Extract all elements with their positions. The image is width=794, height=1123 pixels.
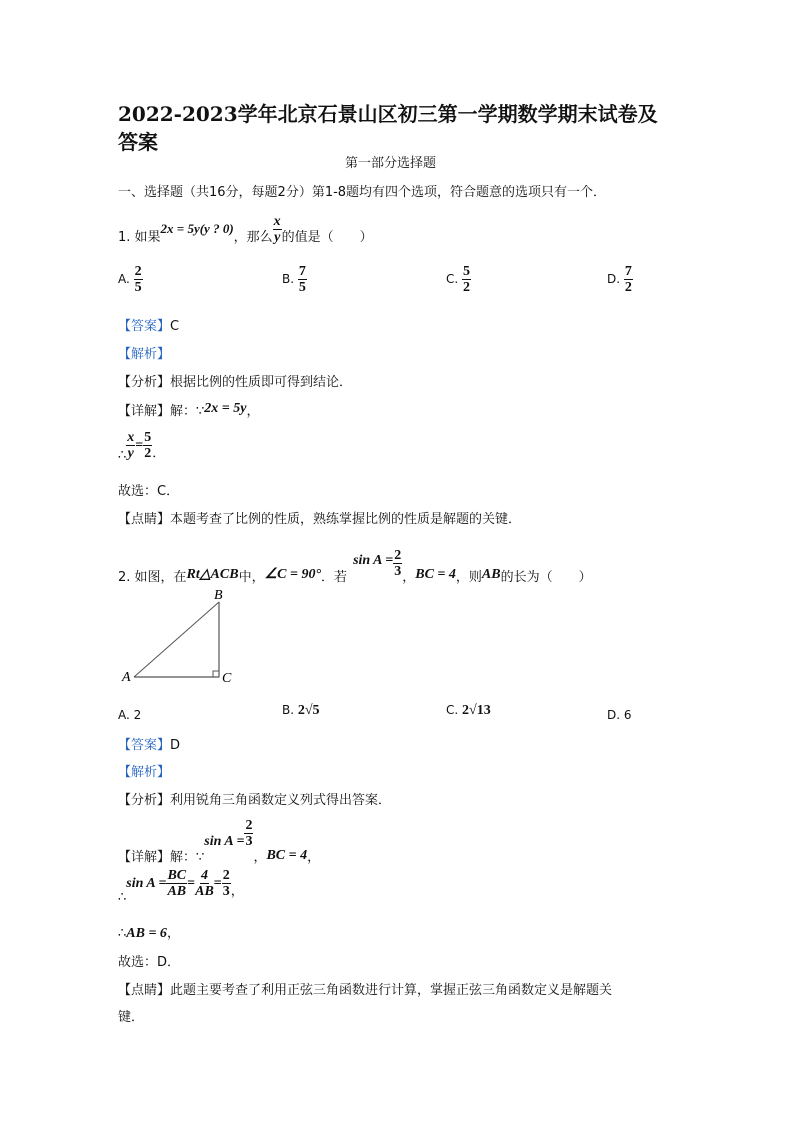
q1-suffix: 的值是（ ） xyxy=(281,230,373,245)
q2-ab-result: ∴AB = 6， xyxy=(118,926,180,941)
q1-jiexi: 【解析】 xyxy=(118,347,171,362)
triangle-figure xyxy=(118,585,248,690)
doc-title: 2022-2023学年北京石景山区初三第一学期数学期末试卷及 xyxy=(118,102,658,126)
label-c: C xyxy=(222,671,232,686)
q2-fenxi: 【分析】利用锐角三角函数定义列式得出答案． xyxy=(118,793,392,808)
question-2: 2. 如图，在Rt△ACB中，∠C = 90°．若sin A = $\frac{2}{3}$ ，BC = 4，则AB的长为（ ） xyxy=(118,548,592,585)
q2-option-b: B. 2√5 xyxy=(282,703,320,718)
q1-prefix: 1. 如果 xyxy=(118,230,161,245)
q1-fraction: $\frac{x}{y}$ xyxy=(273,214,281,245)
q1-option-a: A. $\frac{2}{5}$ xyxy=(118,264,142,295)
q1-option-b: B. $\frac{7}{5}$ xyxy=(282,264,306,295)
q2-sin-equation: ∴sin A = $\frac{BC}{AB}$ = $\frac{4}{AB}$ = $\frac{2}{3}$ ， xyxy=(118,868,244,905)
q1-guxuan: 故选：C． xyxy=(118,484,180,499)
q2-answer: 【答案】D xyxy=(118,738,181,753)
q1-condition: 2x = 5y(y ? 0) xyxy=(160,221,234,236)
label-a: A xyxy=(122,670,131,685)
question-1 xyxy=(118,214,373,253)
q1-conclusion: ∴ $\frac{x}{y}$ = $\frac{5}{2}$ ． xyxy=(118,430,166,463)
doc-title-cont: 答案 xyxy=(118,130,158,154)
q1-answer: 【答案】C xyxy=(118,319,180,334)
q2-dianjing: 【点睛】此题主要考查了利用正弦三角函数进行计算，掌握正弦三角函数定义是解题关 xyxy=(118,983,613,998)
q1-dianjing: 【点睛】本题考查了比例的性质，熟练掌握比例的性质是解题的关键． xyxy=(118,512,522,527)
q2-option-a: A. 2 xyxy=(118,708,142,722)
q1-option-d: D. $\frac{7}{2}$ xyxy=(607,264,632,295)
label-b: B xyxy=(214,588,223,603)
q2-option-d: D. 6 xyxy=(607,708,632,722)
q2-guxuan: 故选：D． xyxy=(118,955,181,970)
instructions: 一、选择题（共16分，每题2分）第1-8题均有四个选项，符合题意的选项只有一个． xyxy=(118,185,607,200)
q1-mid: ，那么 xyxy=(233,230,273,245)
section-heading: 第一部分选择题 xyxy=(345,156,437,171)
q1-fenxi: 【分析】根据比例的性质即可得到结论． xyxy=(118,375,353,390)
q2-jiexi: 【解析】 xyxy=(118,765,171,780)
q1-xiangjie: 【详解】解：∵2x = 5y， xyxy=(118,401,260,419)
q2-xiangjie: 【详解】解：∵sin A = $\frac{2}{3}$ ，BC = 4， xyxy=(118,818,321,865)
q1-option-c: C. $\frac{5}{2}$ xyxy=(446,264,471,295)
q2-dianjing-cont: 键． xyxy=(118,1010,145,1025)
q2-option-c: C. 2√13 xyxy=(446,703,491,718)
